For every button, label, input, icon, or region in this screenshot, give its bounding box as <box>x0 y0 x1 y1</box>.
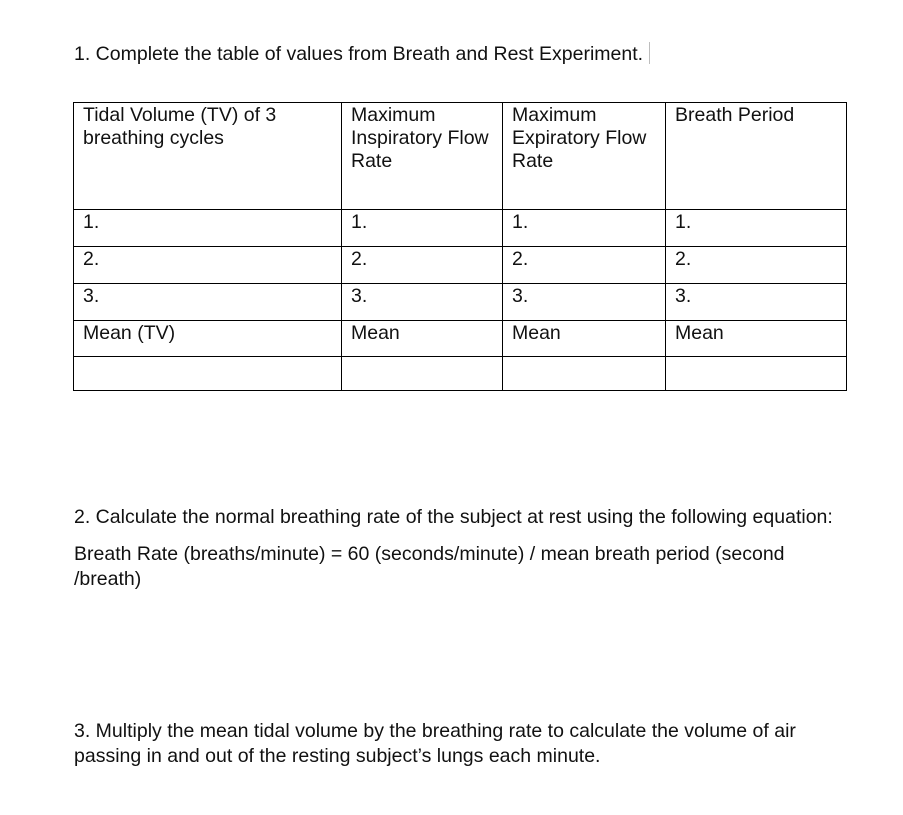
table-cell[interactable] <box>74 247 342 284</box>
table-cell[interactable] <box>666 247 847 284</box>
header-cell-expiratory-flow[interactable] <box>503 103 666 210</box>
header-cell-inspiratory-flow[interactable] <box>342 103 503 210</box>
cell-label: 1. <box>83 211 100 233</box>
empty-cell[interactable] <box>74 357 342 391</box>
cell-label: 2. <box>675 248 692 270</box>
empty-cell[interactable] <box>666 357 847 391</box>
breath-rate-equation: Breath Rate (breaths/minute) = 60 (seconds/minute) / mean breath period (second /breath) <box>74 543 790 590</box>
table-header-row <box>74 103 847 210</box>
table-empty-row <box>74 357 847 391</box>
header-label: Maximum Inspiratory Flow Rate <box>351 104 489 172</box>
header-label: Breath Period <box>675 104 795 126</box>
cell-label: 1. <box>351 211 368 233</box>
cell-label: 1. <box>675 211 692 233</box>
table-cell[interactable] <box>74 284 342 321</box>
cell-label: 2. <box>83 248 100 270</box>
header-label: Tidal Volume (TV) of 3 breathing cycles <box>83 104 277 149</box>
question-3: 3. Multiply the mean tidal volume by the breathing rate to calculate the volume of air passing in and out of the resting subject’s lungs each minute. <box>74 720 802 767</box>
empty-cell[interactable] <box>503 357 666 391</box>
question-1 <box>74 42 650 67</box>
cell-label: Mean (TV) <box>83 322 176 344</box>
header-label: Maximum Expiratory Flow Rate <box>512 104 647 172</box>
mean-cell-inspiratory-flow[interactable] <box>342 321 503 357</box>
table-row <box>74 247 847 284</box>
header-cell-breath-period[interactable] <box>666 103 847 210</box>
table-cell[interactable] <box>342 210 503 247</box>
table-cell[interactable] <box>503 284 666 321</box>
cell-label: 3. <box>675 285 692 307</box>
cell-label: 2. <box>512 248 529 270</box>
mean-cell-tidal-volume[interactable] <box>74 321 342 357</box>
table-row <box>74 210 847 247</box>
table-cell[interactable] <box>666 284 847 321</box>
table-cell[interactable] <box>342 284 503 321</box>
cell-label: 3. <box>83 285 100 307</box>
table-cell[interactable] <box>503 210 666 247</box>
cell-label: Mean <box>512 322 561 344</box>
question-2: 2. Calculate the normal breathing rate of the subject at rest using the following equation: <box>74 506 833 528</box>
breath-rest-table <box>73 102 847 391</box>
table-cell[interactable] <box>342 247 503 284</box>
cell-label: Mean <box>675 322 724 344</box>
mean-cell-expiratory-flow[interactable] <box>503 321 666 357</box>
header-cell-tidal-volume[interactable] <box>74 103 342 210</box>
cell-label: Mean <box>351 322 400 344</box>
table-cell[interactable] <box>74 210 342 247</box>
table-row <box>74 284 847 321</box>
cell-label: 1. <box>512 211 529 233</box>
text-cursor <box>649 42 650 64</box>
empty-cell[interactable] <box>342 357 503 391</box>
table-mean-row <box>74 321 847 357</box>
table-cell[interactable] <box>503 247 666 284</box>
cell-label: 2. <box>351 248 368 270</box>
cell-label: 3. <box>351 285 368 307</box>
table-cell[interactable] <box>666 210 847 247</box>
cell-label: 3. <box>512 285 529 307</box>
question-1-text: 1. Complete the table of values from Breath and Rest Experiment. <box>74 43 644 65</box>
mean-cell-breath-period[interactable] <box>666 321 847 357</box>
